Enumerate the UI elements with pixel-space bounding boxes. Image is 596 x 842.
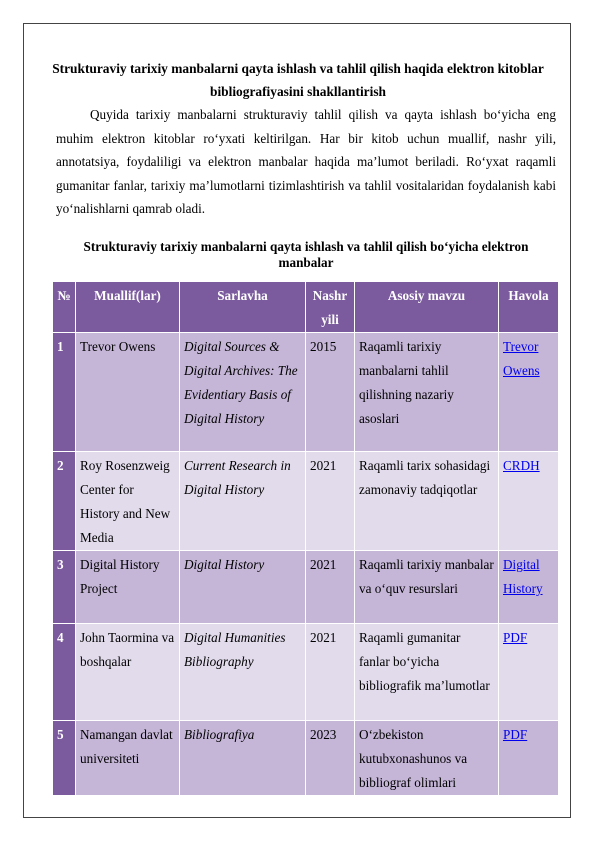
table-row xyxy=(53,333,559,452)
row-title: Bibliografiya xyxy=(180,721,306,796)
table-caption: Strukturaviy tarixiy manbalarni qayta ishlash va tahlil qilish bo‘yicha elektron manbalar xyxy=(83,239,529,270)
row-title: Current Research in Digital History xyxy=(180,452,306,551)
header-topic: Asosiy mavzu xyxy=(355,282,499,333)
row-number: 5 xyxy=(53,721,76,796)
header-title: Sarlavha xyxy=(180,282,306,333)
row-year: 2021 xyxy=(306,551,355,624)
row-topic: Raqamli gumanitar fanlar bo‘yicha bibliografik ma’lumotlar xyxy=(355,624,499,721)
row-title: Digital Sources & Digital Archives: The Evidentiary Basis of Digital History xyxy=(180,333,306,452)
row-link[interactable]: PDF xyxy=(503,630,528,645)
table-row xyxy=(53,721,559,796)
bibliography-table xyxy=(52,281,559,796)
row-number: 3 xyxy=(53,551,76,624)
row-link[interactable]: PDF xyxy=(503,727,528,742)
row-link-cell xyxy=(499,721,559,796)
row-link[interactable]: Digital History xyxy=(503,557,543,596)
row-number: 1 xyxy=(53,333,76,452)
intro-paragraph: Quyida tarixiy manbalarni strukturaviy tahlil qilish va qayta ishlash bo‘yicha eng muhim elektron kitoblar ro‘yxati keltirilgan. Har bir kitob uchun muallif, nashr yili, annotatsiya, foydaliligi va elektron manbalar haqida ma’lumot beriladi. Ro‘yxat raqamli gumanitar fanlar, tarixiy ma’lumotlarni tizimlashtirish va tahlil vositalaridan foydalanish kabi yo‘nalishlarni qamrab oladi. xyxy=(56,107,556,216)
row-link-cell xyxy=(499,452,559,551)
row-topic: Raqamli tarix sohasidagi zamonaviy tadqiqotlar xyxy=(355,452,499,551)
row-link-cell xyxy=(499,551,559,624)
row-author: Trevor Owens xyxy=(76,333,180,452)
table-row xyxy=(53,624,559,721)
header-author: Muallif(lar) xyxy=(76,282,180,333)
row-topic: Raqamli tarixiy manbalar va o‘quv resurslari xyxy=(355,551,499,624)
row-author: Digital History Project xyxy=(76,551,180,624)
row-year: 2015 xyxy=(306,333,355,452)
table-row xyxy=(53,452,559,551)
row-link[interactable]: CRDH xyxy=(503,458,540,473)
row-year: 2021 xyxy=(306,452,355,551)
row-year: 2021 xyxy=(306,624,355,721)
row-author: John Taormina va boshqalar xyxy=(76,624,180,721)
table-header-row xyxy=(53,282,559,333)
row-year: 2023 xyxy=(306,721,355,796)
header-link: Havola xyxy=(499,282,559,333)
row-author: Roy Rosenzweig Center for History and New Media xyxy=(76,452,180,551)
document-title: Strukturaviy tarixiy manbalarni qayta ishlash va tahlil qilish haqida elektron kitoblar bibliografiyasini shakllantirish xyxy=(52,61,544,99)
row-number: 2 xyxy=(53,452,76,551)
table-row xyxy=(53,551,559,624)
row-link-cell xyxy=(499,624,559,721)
row-link[interactable]: Trevor Owens xyxy=(503,339,540,378)
row-number: 4 xyxy=(53,624,76,721)
row-link-cell xyxy=(499,333,559,452)
header-year: Nashr yili xyxy=(306,282,355,333)
row-topic: Raqamli tarixiy manbalarni tahlil qilishning nazariy asoslari xyxy=(355,333,499,452)
row-author: Namangan davlat universiteti xyxy=(76,721,180,796)
header-number: № xyxy=(53,282,76,333)
row-title: Digital History xyxy=(180,551,306,624)
row-topic: O‘zbekiston kutubxonashunos va bibliograf olimlari xyxy=(355,721,499,796)
row-title: Digital Humanities Bibliography xyxy=(180,624,306,721)
